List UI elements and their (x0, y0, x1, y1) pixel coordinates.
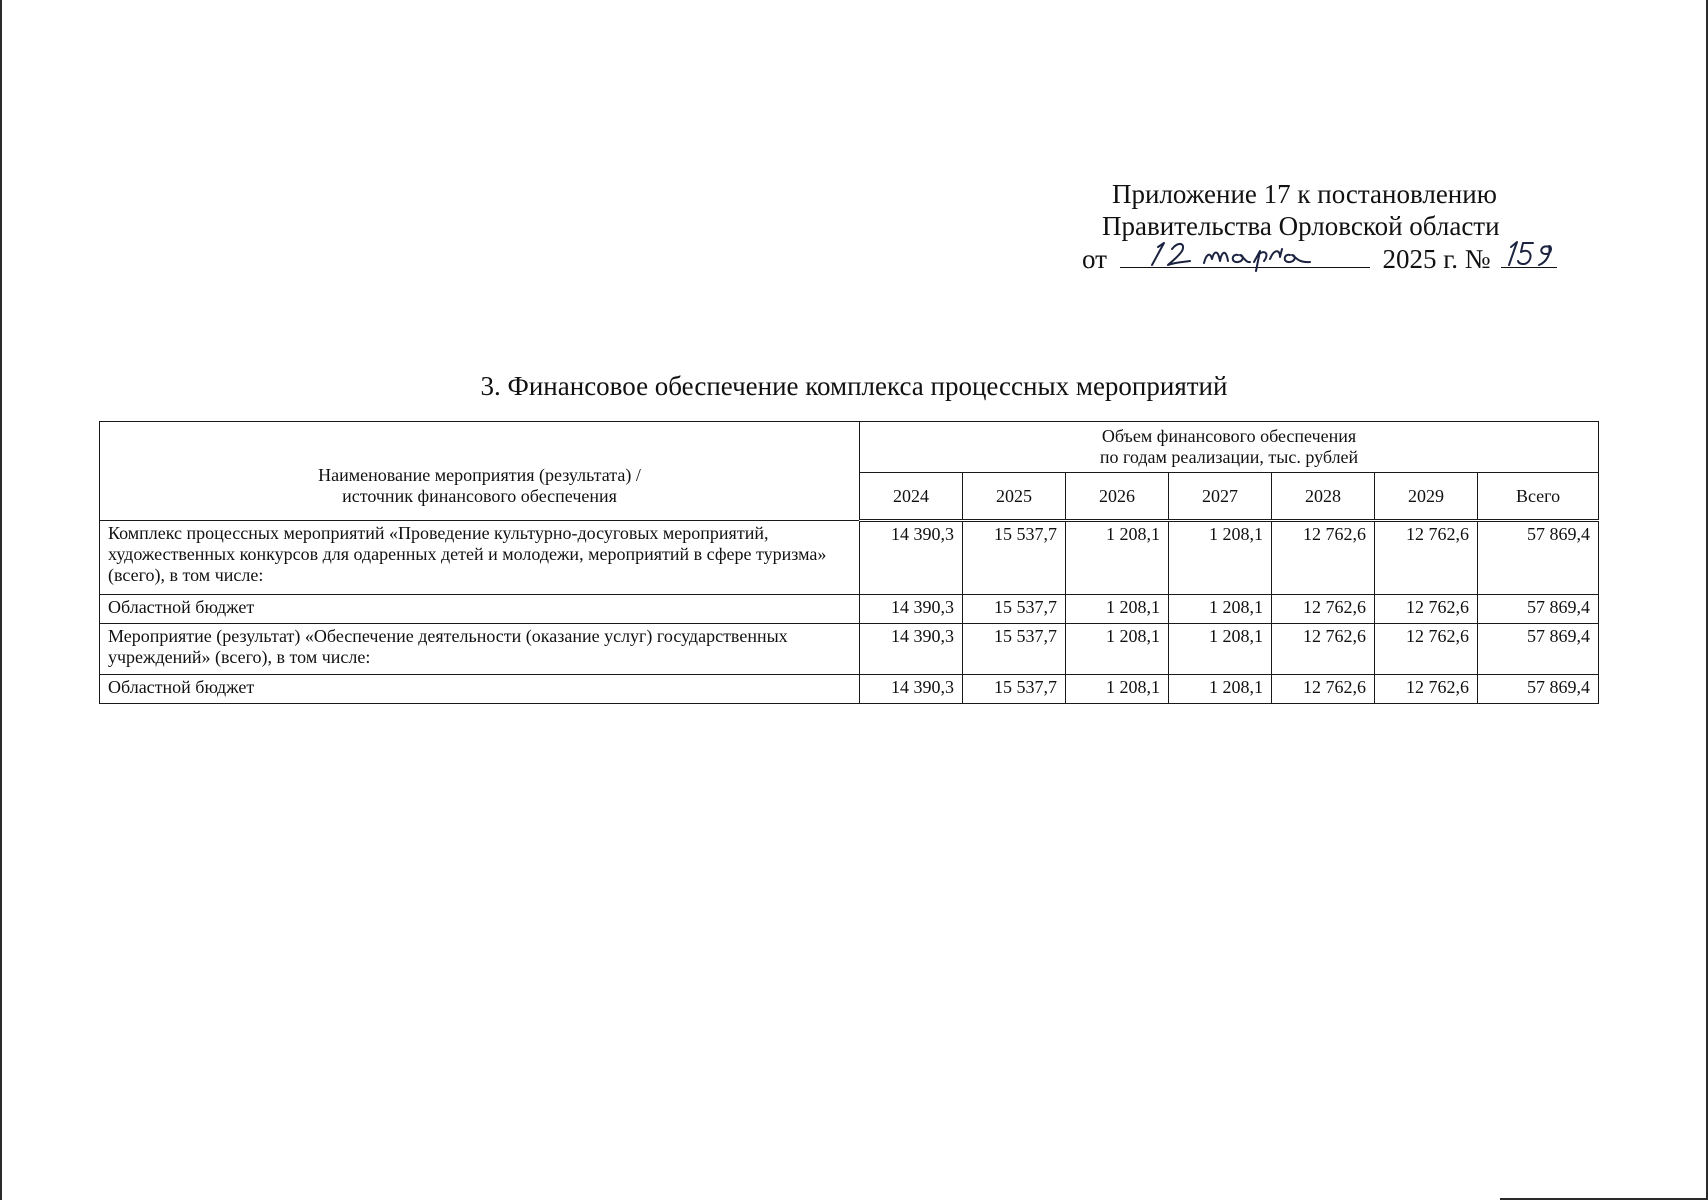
value-cell: 12 762,6 (1375, 675, 1478, 704)
table-row (100, 624, 1599, 675)
column-header-year: 2024 (860, 473, 963, 521)
total-cell: 57 869,4 (1478, 595, 1599, 624)
row-name-cell: Комплекс процессных мероприятий «Проведение культурно-досуговых мероприятий, художественных конкурсов для одаренных детей и молодежи, мероприятий в сфере туризма» (всего), в том числе: (100, 521, 860, 595)
value-cell: 1 208,1 (1066, 521, 1169, 595)
handwritten-date-signature (1120, 235, 1370, 271)
table-row (100, 595, 1599, 624)
value-cell: 15 537,7 (963, 521, 1066, 595)
value-cell: 15 537,7 (963, 595, 1066, 624)
value-cell: 14 390,3 (860, 595, 963, 624)
row-name-cell: Областной бюджет (100, 595, 860, 624)
table-row (100, 521, 1599, 595)
value-cell: 12 762,6 (1375, 521, 1478, 595)
appendix-line-1: Приложение 17 к постановлению (1112, 179, 1497, 209)
value-cell: 1 208,1 (1066, 595, 1169, 624)
value-cell: 1 208,1 (1169, 624, 1272, 675)
total-cell: 57 869,4 (1478, 521, 1599, 595)
column-header-year: 2026 (1066, 473, 1169, 521)
row-name-cell: Областной бюджет (100, 675, 860, 704)
section-title: 3. Финансовое обеспечение комплекса процессных мероприятий (480, 371, 1228, 401)
column-header-year: 2025 (963, 473, 1066, 521)
value-cell: 12 762,6 (1272, 675, 1375, 704)
appendix-line-2: Правительства Орловской области (1102, 211, 1500, 241)
value-cell: 12 762,6 (1272, 595, 1375, 624)
value-cell: 15 537,7 (963, 624, 1066, 675)
row-name-cell: Мероприятие (результат) «Обеспечение деятельности (оказание услуг) государственных учреждений» (всего), в том числе: (100, 624, 860, 675)
appendix-year-number: 2025 г. № (1382, 244, 1491, 274)
value-cell: 14 390,3 (860, 521, 963, 595)
value-cell: 1 208,1 (1169, 521, 1272, 595)
appendix-date-prefix: от (1082, 244, 1107, 274)
column-header-volume-line-1: Объем финансового обеспечения (1101, 426, 1357, 446)
value-cell: 1 208,1 (1066, 675, 1169, 704)
value-cell: 14 390,3 (860, 675, 963, 704)
value-cell: 12 762,6 (1272, 521, 1375, 595)
appendix-header (1060, 178, 1680, 275)
column-header-volume (860, 422, 1599, 473)
total-cell: 57 869,4 (1478, 675, 1599, 704)
value-cell: 12 762,6 (1272, 624, 1375, 675)
value-cell: 12 762,6 (1375, 624, 1478, 675)
finance-table (99, 421, 1599, 704)
value-cell: 1 208,1 (1066, 624, 1169, 675)
value-cell: 12 762,6 (1375, 595, 1478, 624)
column-header-name-line-1: Наименование мероприятия (результата) / (318, 465, 641, 485)
column-header-name (100, 422, 860, 521)
column-header-year: 2027 (1169, 473, 1272, 521)
handwritten-number (1501, 243, 1557, 268)
scan-border-left (0, 0, 2, 1200)
column-header-year: 2028 (1272, 473, 1375, 521)
table-row (100, 675, 1599, 704)
column-header-year: 2029 (1375, 473, 1478, 521)
value-cell: 1 208,1 (1169, 675, 1272, 704)
value-cell: 14 390,3 (860, 624, 963, 675)
value-cell: 15 537,7 (963, 675, 1066, 704)
column-header-volume-line-2: по годам реализации, тыс. рублей (1099, 447, 1359, 467)
appendix-line-3 (1060, 243, 1680, 275)
handwritten-date (1120, 243, 1370, 268)
value-cell: 1 208,1 (1169, 595, 1272, 624)
handwritten-number-signature (1501, 235, 1561, 271)
column-header-name-line-2: источник финансового обеспечения (342, 486, 617, 506)
column-header-total: Всего (1478, 473, 1599, 521)
total-cell: 57 869,4 (1478, 624, 1599, 675)
